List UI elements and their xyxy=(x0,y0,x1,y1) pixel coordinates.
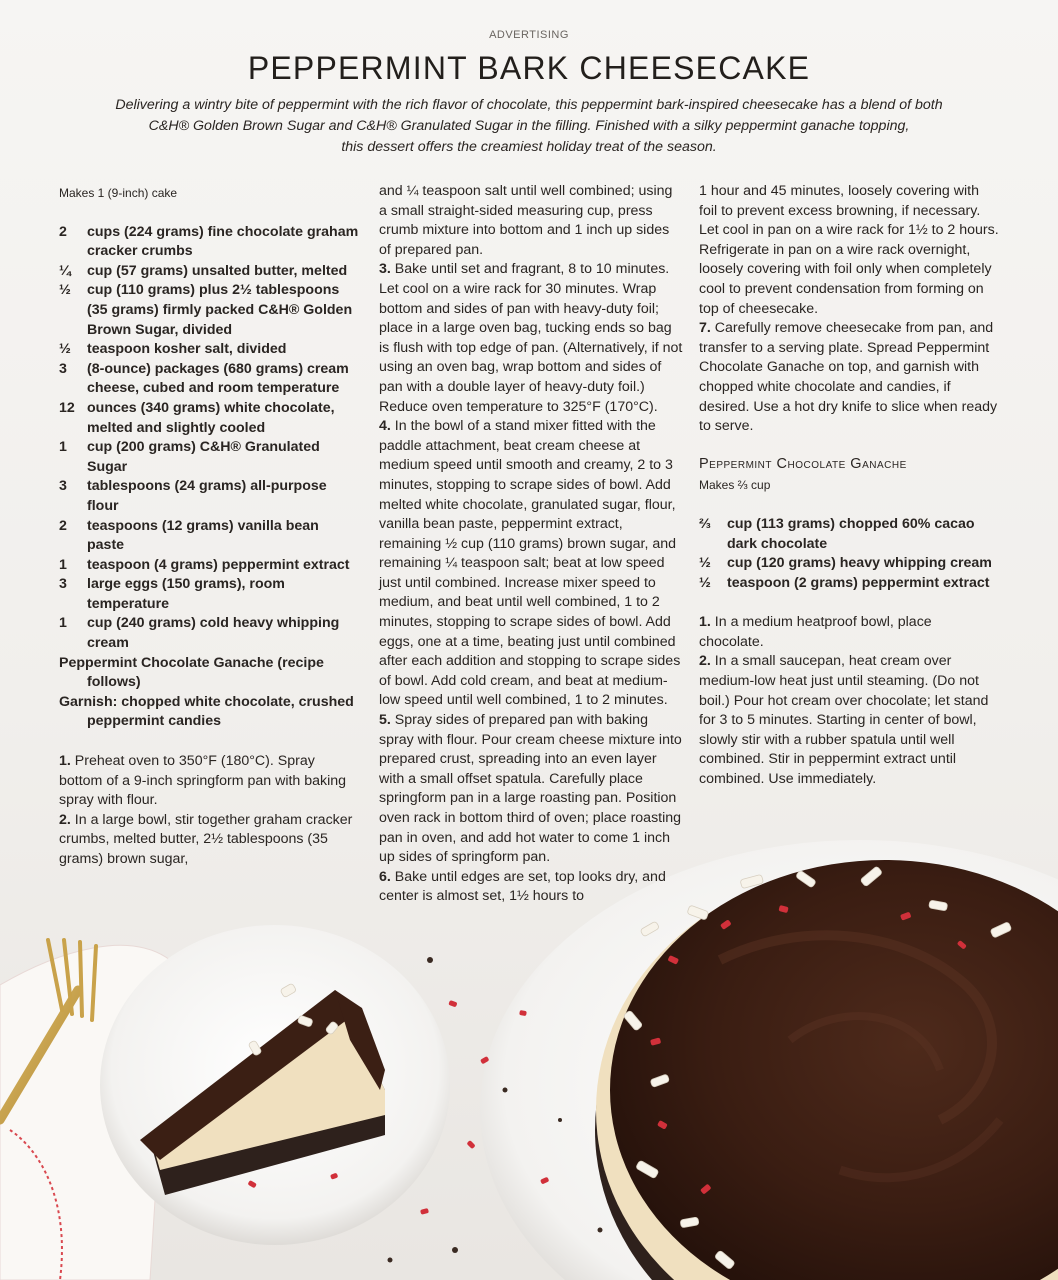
instructions xyxy=(59,752,359,870)
ingredient-text: cup (120 grams) heavy whipping cream xyxy=(727,555,992,572)
recipe-intro xyxy=(90,95,968,158)
ingredient-item xyxy=(59,223,359,262)
ingredient-text: ounces (340 grams) white chocolate, melted and slightly cooled xyxy=(87,399,335,436)
step-number: 7. xyxy=(699,320,711,337)
step-3 xyxy=(379,260,684,417)
column-1 xyxy=(59,182,359,870)
step-number: 2. xyxy=(59,811,71,828)
ingredient-qty: ½ xyxy=(699,574,711,591)
ingredient-qty: 3 xyxy=(59,478,67,495)
step-5 xyxy=(379,711,684,868)
ingredient-text: cup (240 grams) cold heavy whipping cream xyxy=(87,615,340,652)
ganache-step-1 xyxy=(699,613,999,652)
intro-line: Delivering a wintry bite of peppermint with the rich flavor of chocolate, this peppermint bark-inspired cheesecake has a blend of both xyxy=(115,97,943,113)
ingredient-text: cups (224 grams) fine chocolate graham cracker crumbs xyxy=(87,223,359,260)
ingredient-qty: 2 xyxy=(59,517,67,534)
ingredient-item xyxy=(59,360,359,399)
ingredient-item xyxy=(59,654,359,693)
ingredient-qty: ⅔ xyxy=(699,515,711,532)
step-number: 5. xyxy=(379,712,391,729)
ingredient-item xyxy=(59,575,359,614)
ganache-yield: Makes ⅔ cup xyxy=(699,478,771,493)
ganache-title: Peppermint Chocolate Ganache xyxy=(699,455,907,472)
ingredient-item xyxy=(59,556,359,576)
ingredient-qty: 1 xyxy=(59,615,67,632)
column-2 xyxy=(379,182,684,907)
step-number: 1. xyxy=(699,614,711,631)
ingredient-item xyxy=(59,438,359,477)
step-1 xyxy=(59,752,359,811)
ingredient-text: cup (200 grams) C&H® Granulated Sugar xyxy=(87,439,320,475)
step-number: 1. xyxy=(59,753,71,770)
intro-line: C&H® Golden Brown Sugar and C&H® Granulated Sugar in the filling. Finished with a silky peppermint ganache topping, xyxy=(148,118,910,134)
recipe-yield: Makes 1 (9-inch) cake xyxy=(59,186,178,200)
ingredient-item xyxy=(59,340,359,360)
step-text: Spray sides of prepared pan with baking spray with flour. Pour cream cheese mixture into prepared crust, spreading into an even layer with a small offset spatula. Carefully place springform pan in a large roasting pan. Position oven rack in bottom third of oven; place roasting pan in oven, and add hot water to come 1 inch up sides of springform pan. xyxy=(379,712,682,866)
ingredient-qty: ½ xyxy=(699,555,711,572)
ingredient-item xyxy=(59,517,359,556)
ingredient-item xyxy=(59,262,359,282)
ingredient-text: Garnish: chopped white chocolate, crushed peppermint candies xyxy=(59,693,354,730)
ingredient-qty: ¼ xyxy=(59,262,71,279)
column-3 xyxy=(699,182,999,790)
ingredient-item xyxy=(59,614,359,653)
ingredient-qty: 1 xyxy=(59,439,67,456)
step-text: In a small saucepan, heat cream over medium-low heat just until steaming. (Do not boil.) Pour hot cream over chocolate; let stand for 3 to 5 minutes. Starting in center of bowl, slowly stir with a rubber spatula until well combined. Stir in peppermint extract until combined. Use immediately. xyxy=(699,653,989,788)
step-text: In a medium heatproof bowl, place chocolate. xyxy=(699,614,932,650)
ingredient-qty: 2 xyxy=(59,223,67,240)
ingredient-text: cup (57 grams) unsalted butter, melted xyxy=(87,262,348,279)
step-text: In the bowl of a stand mixer fitted with the paddle attachment, beat cream cheese at medium speed until smooth and creamy, 2 to 3 minutes, stopping to scrape sides of bowl. Add melted white chocolate, granulated sugar, flour, vanilla bean paste, peppermint extract, remaining ½ cup (110 grams) brown sugar, and remaining ¼ teaspoon salt; beat at low speed just until combined. Increase mixer speed to medium, and beat until well combined, 1 to 2 minutes, stopping to scrape sides of bowl. Add eggs, one at a time, beating just until combined after each addition and stopping to scrape sides of bowl. Add cold cream, and beat at medium-low speed until well combined, 1 to 2 minutes. xyxy=(379,418,681,709)
step-text: Bake until edges are set, top looks dry, and center is almost set, 1½ hours to xyxy=(379,868,666,905)
step-number: 4. xyxy=(379,418,391,435)
step-number: 6. xyxy=(379,868,391,885)
step-text: Preheat oven to 350°F (180°C). Spray bottom of a 9-inch springform pan with baking spray with flour. xyxy=(59,753,347,809)
ingredient-item xyxy=(59,693,359,732)
ingredient-item xyxy=(699,574,999,594)
ingredient-text: tablespoons (24 grams) all-purpose flour xyxy=(87,478,327,514)
ingredient-qty: 3 xyxy=(59,360,67,377)
ganache-step-2 xyxy=(699,652,999,789)
ingredient-text: teaspoons (12 grams) vanilla bean paste xyxy=(87,517,319,554)
ingredient-qty: ½ xyxy=(59,282,71,299)
ingredient-text: cup (110 grams) plus 2½ tablespoons (35 grams) firmly packed C&H® Golden Brown Sugar, divided xyxy=(87,282,353,338)
step-number: 3. xyxy=(379,261,391,278)
ingredient-text: (8-ounce) packages (680 grams) cream cheese, cubed and room temperature xyxy=(87,360,349,397)
ingredient-text: teaspoon (2 grams) peppermint extract xyxy=(727,574,990,591)
step-text: Carefully remove cheesecake from pan, and transfer to a serving plate. Spread Peppermint Chocolate Ganache on top, and garnish with chopped white chocolate and candies, if desired. Use a hot dry knife to slice when ready to serve. xyxy=(699,320,998,435)
ingredient-text: large eggs (150 grams), room temperature xyxy=(87,576,285,612)
ingredient-qty: 3 xyxy=(59,576,67,593)
step-4 xyxy=(379,417,684,711)
ingredient-item xyxy=(59,477,359,516)
step-text: Bake until set and fragrant, 8 to 10 minutes. Let cool on a wire rack for 30 minutes. Wrap bottom and sides of pan with heavy-duty foil; place in a large oven bag, tucking ends so bag is flush with top edge of pan. (Alternatively, if not using an oven bag, wrap bottom and sides of pan with a double layer of heavy-duty foil.) Reduce oven temperature to 325°F (170°C). xyxy=(379,261,683,415)
step-6-continued: 1 hour and 45 minutes, loosely covering with foil to prevent excess browning, if necessary. Let cool in pan on a wire rack for 1½ to 2 hours. Refrigerate in pan on a wire rack overnight, loosely covering with foil only when completely cool to prevent condensation from forming on top of cheesecake. xyxy=(699,183,999,317)
ingredient-item xyxy=(699,554,999,574)
step-text: In a large bowl, stir together graham cracker crumbs, melted butter, 2½ tablespoons (35 grams) brown sugar, xyxy=(59,811,353,867)
ingredient-item xyxy=(59,281,359,340)
recipe-title: PEPPERMINT BARK CHEESECAKE xyxy=(247,50,811,86)
ingredient-text: cup (113 grams) chopped 60% cacao dark chocolate xyxy=(727,515,975,552)
ingredient-qty: ½ xyxy=(59,341,71,358)
step-7 xyxy=(699,319,999,437)
ganache-ingredient-list xyxy=(699,515,999,593)
ingredient-qty: 12 xyxy=(59,399,75,416)
ingredient-text: Peppermint Chocolate Ganache (recipe follows) xyxy=(59,654,324,691)
intro-line: this dessert offers the creamiest holiday treat of the season. xyxy=(341,139,717,155)
ganache-instructions xyxy=(699,613,999,789)
ingredient-text: teaspoon (4 grams) peppermint extract xyxy=(87,556,350,573)
ingredient-text: teaspoon kosher salt, divided xyxy=(87,341,287,358)
ingredient-list xyxy=(59,223,359,732)
step-2-continued: and ¼ teaspoon salt until well combined; using a small straight-sided measuring cup, press crumb mixture into bottom and 1 inch up sides of prepared pan. xyxy=(379,183,673,258)
step-2 xyxy=(59,811,359,870)
ingredient-qty: 1 xyxy=(59,556,67,573)
advertising-label: ADVERTISING xyxy=(489,29,569,41)
step-number: 2. xyxy=(699,653,711,670)
ingredient-item xyxy=(59,399,359,438)
ingredient-item xyxy=(699,515,999,554)
step-6 xyxy=(379,868,684,907)
